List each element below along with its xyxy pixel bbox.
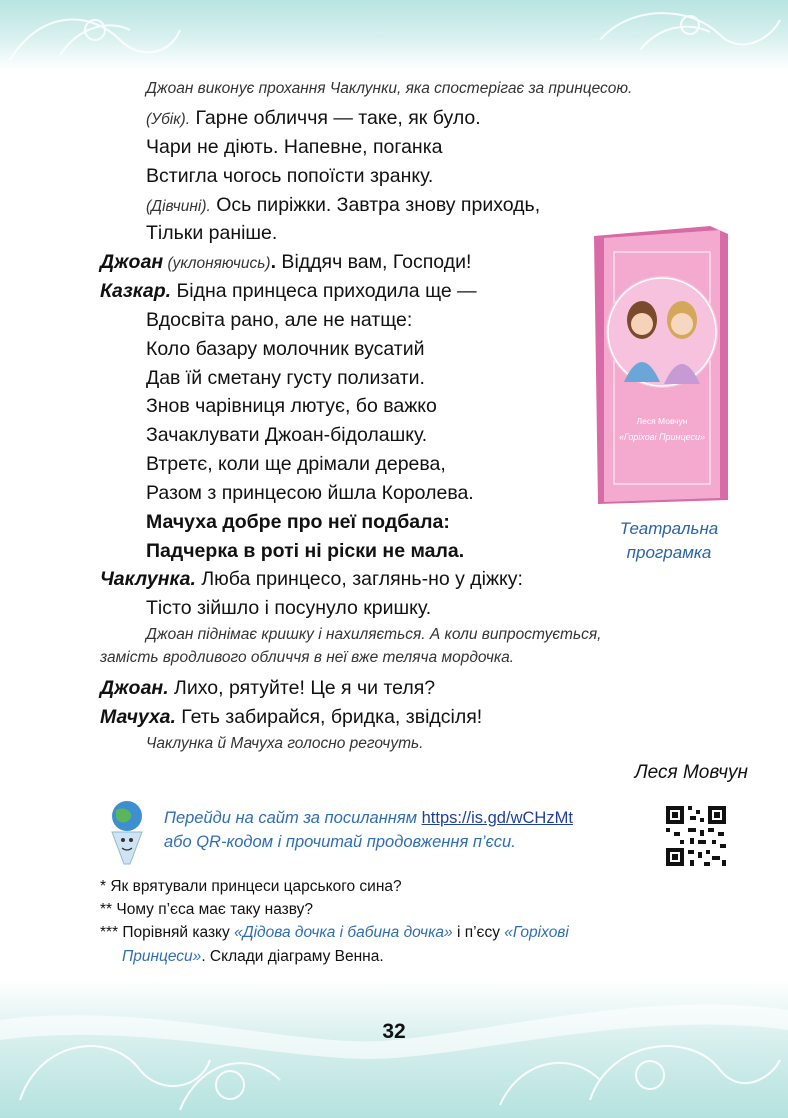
stage-direction: Джоан піднімає кришку і нахиляється. А коли випростується, (146, 626, 602, 643)
verse-text: Встигла чогось попоїсти зранку. (146, 165, 434, 187)
verse-text: Тільки раніше. (146, 222, 278, 244)
verse-line: Дав їй сметану густу полизати. (146, 367, 425, 389)
verse-text: Геть забирайся, бридка, звідсіля! (175, 706, 483, 728)
speaker-name: Мачуха. (100, 706, 176, 728)
verse-line: Коло базару молочник вусатий (146, 338, 425, 360)
aside-direction: (Убік). (146, 111, 191, 128)
verse-line-bold: Мачуха добре про неї подбала: (146, 511, 450, 533)
play-title: Принцеси» (122, 948, 202, 965)
speaker-direction: (уклоняючись) (163, 255, 271, 272)
stage-direction: замість вродливого обличчя в неї вже теляча мордочка. (100, 649, 515, 666)
page-number: 32 (382, 1020, 406, 1043)
verse-line: Втретє, коли ще дрімали дерева, (146, 453, 446, 475)
speaker-name: Джоан (100, 251, 164, 273)
verse-text: Чари не діють. Напевне, поганка (146, 136, 443, 158)
verse-line (146, 106, 481, 132)
speaker-name: Джоан. (100, 677, 169, 699)
author-signature: Леся Мовчун (634, 762, 748, 783)
program-title: «Горіхові Принцеси» (618, 432, 706, 442)
question-3-cont (122, 946, 384, 968)
verse-line (146, 135, 443, 159)
tale-title: «Дідова дочка і бабина дочка» (234, 924, 453, 941)
verse-text: Бідна принцеса приходила ще — (171, 280, 477, 302)
speech-machukha (100, 705, 482, 729)
question-1: * Як врятували принцеси царського сина? (100, 878, 402, 895)
speech-joan (100, 250, 471, 276)
program-author: Леся Мовчун (636, 416, 688, 426)
globe-mascot-icon (102, 798, 152, 870)
program-booklet-icon (584, 222, 728, 504)
verse-text: Лихо, рятуйте! Це я чи теля? (168, 677, 436, 699)
qr-code-icon[interactable] (664, 804, 728, 868)
verse-line (146, 164, 433, 188)
question-3 (100, 922, 736, 944)
verse-line (146, 221, 277, 245)
theatre-program-image (584, 222, 728, 504)
verse-line: Разом з принцесою йшла Королева. (146, 482, 474, 504)
verse-line: Тісто зійшло і посунуло кришку. (146, 597, 432, 619)
top-decorative-band (0, 0, 788, 70)
verse-line: Знов чарівниця лютує, бо важко (146, 395, 437, 417)
verse-line: Вдосвіта рано, але не натще: (146, 309, 413, 331)
question-2: ** Чому п’єса має таку назву? (100, 901, 314, 918)
external-link[interactable]: https://is.gd/wCHzMt (421, 809, 573, 827)
speaker-name: Казкар. (100, 280, 172, 302)
aside-direction: (Дівчині). (146, 198, 211, 215)
question-text: і п’єсу (452, 924, 505, 941)
bottom-ornament (0, 980, 788, 1118)
verse-line-bold: Падчерка в роті ні ріски не мала. (146, 540, 465, 562)
link-prefix: Перейди на сайт за посиланням (164, 809, 422, 827)
stage-direction: Джоан виконує прохання Чаклунки, яка спостерігає за принцесою. (146, 80, 633, 97)
speaker-name: Чаклунка. (100, 568, 196, 590)
play-title: «Горіхові (504, 924, 569, 941)
image-caption (606, 517, 732, 565)
top-ornament (0, 0, 788, 70)
link-instruction (164, 806, 644, 854)
speaker-dot: . (270, 251, 277, 273)
question-text: . Склади діаграму Венна. (201, 948, 384, 965)
verse-text: Віддяч вам, Господи! (276, 251, 472, 273)
verse-text: Ось пиріжки. Завтра знову приходь, (210, 194, 541, 216)
verse-line: Зачаклувати Джоан-бідолашку. (146, 424, 428, 446)
speech-kazkar (100, 279, 477, 303)
link-suffix: або QR-кодом і прочитай продовження п’єси. (164, 833, 516, 851)
verse-text: Гарне обличчя — таке, як було. (190, 107, 481, 129)
verse-text: Люба принцесо, заглянь-но у діжку: (195, 568, 523, 590)
speech-chaklunka (100, 567, 523, 591)
caption-line: програмка (626, 543, 712, 562)
caption-line: Театральна (619, 519, 719, 538)
stage-direction: Чаклунка й Мачуха голосно регочуть. (146, 735, 424, 752)
question-text: *** Порівняй казку (100, 924, 235, 941)
bottom-decorative-band (0, 980, 788, 1118)
verse-line (146, 193, 540, 219)
speech-joan (100, 676, 435, 700)
